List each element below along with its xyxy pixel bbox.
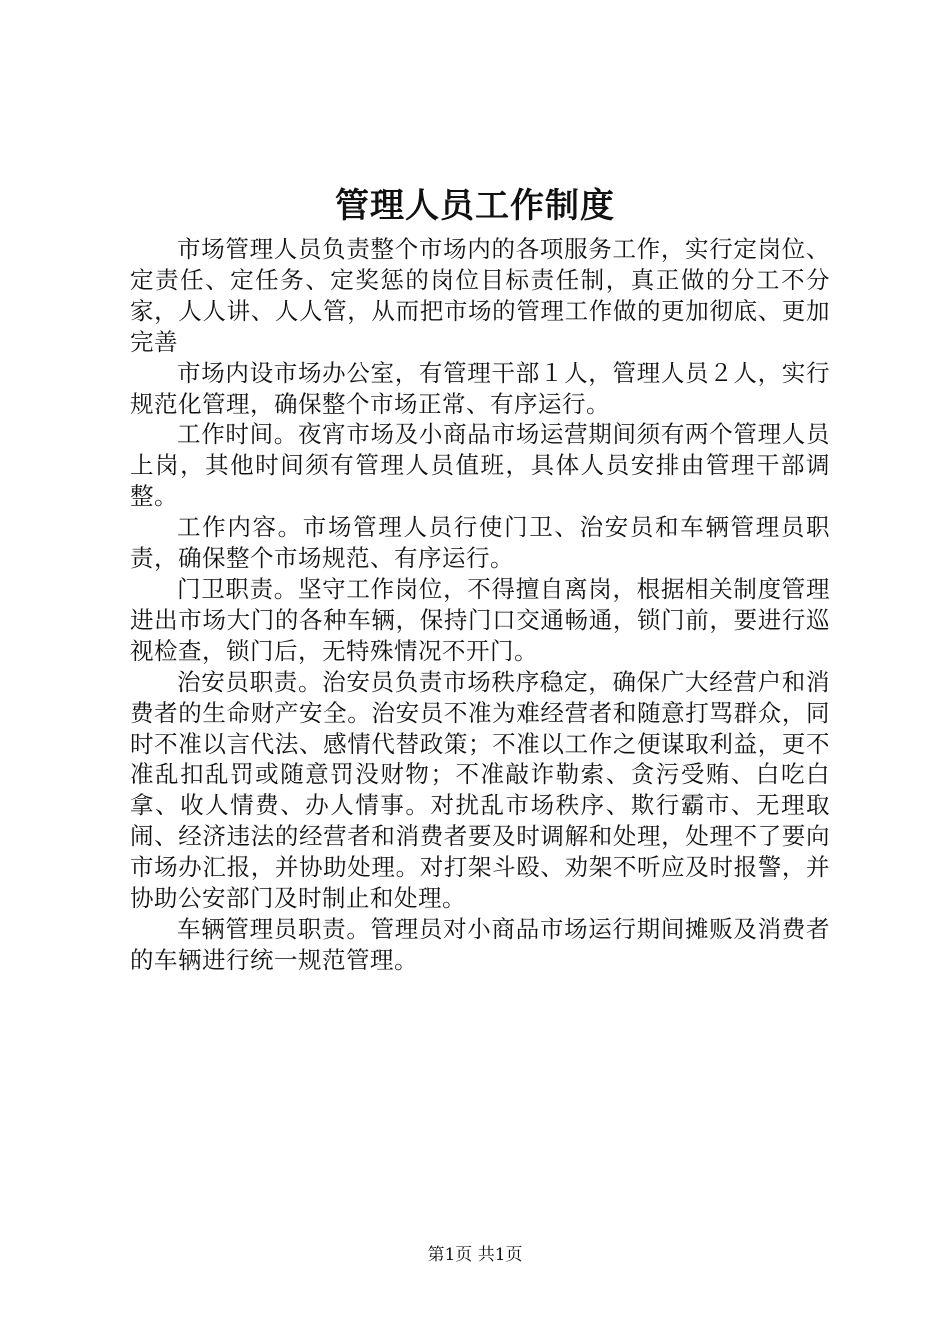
paragraph-responsibility: 市场管理人员负责整个市场内的各项服务工作，实行定岗位、定责任、定任务、定奖惩的岗位目标责任制，真正做的分工不分家，人人讲、人人管，从而把市场的管理工作做的更加彻底、更加完善: [130, 235, 830, 356]
paragraph-work-content: 工作内容。市场管理人员行使门卫、治安员和车辆管理员职责，确保整个市场规范、有序运行。: [130, 513, 830, 573]
paragraph-vehicle-manager-duties: 车辆管理员职责。管理员对小商品市场运行期间摊贩及消费者的车辆进行统一规范管理。: [130, 914, 830, 974]
paragraph-office: 市场内设市场办公室，有管理干部１人，管理人员２人，实行规范化管理，确保整个市场正常、有序运行。: [130, 358, 830, 418]
document-title: 管理人员工作制度: [335, 186, 615, 226]
document-body: [130, 234, 830, 976]
paragraph-security-duties: 治安员职责。治安员负责市场秩序稳定，确保广大经营户和消费者的生命财产安全。治安员不准为难经营者和随意打骂群众，同时不准以言代法、感情代替政策；不准以工作之便谋取利益，更不准乱扣乱罚或随意罚没财物；不准敲诈勒索、贪污受贿、白吃白拿、收人情费、办人情事。对扰乱市场秩序、欺行霸市、无理取闹、经济违法的经营者和消费者要及时调解和处理，处理不了要向市场办汇报，并协助处理。对打架斗殴、劝架不听应及时报警，并协助公安部门及时制止和处理。: [130, 667, 830, 913]
paragraph-work-time: 工作时间。夜宵市场及小商品市场运营期间须有两个管理人员上岗，其他时间须有管理人员值班，具体人员安排由管理干部调整。: [130, 420, 830, 511]
page-number-footer: 第1页 共1页: [427, 1245, 523, 1265]
paragraph-gatekeeper-duties: 门卫职责。坚守工作岗位，不得擅自离岗，根据相关制度管理进出市场大门的各种车辆，保持门口交通畅通，锁门前，要进行巡视检查，锁门后，无特殊情况不开门。: [130, 574, 830, 665]
